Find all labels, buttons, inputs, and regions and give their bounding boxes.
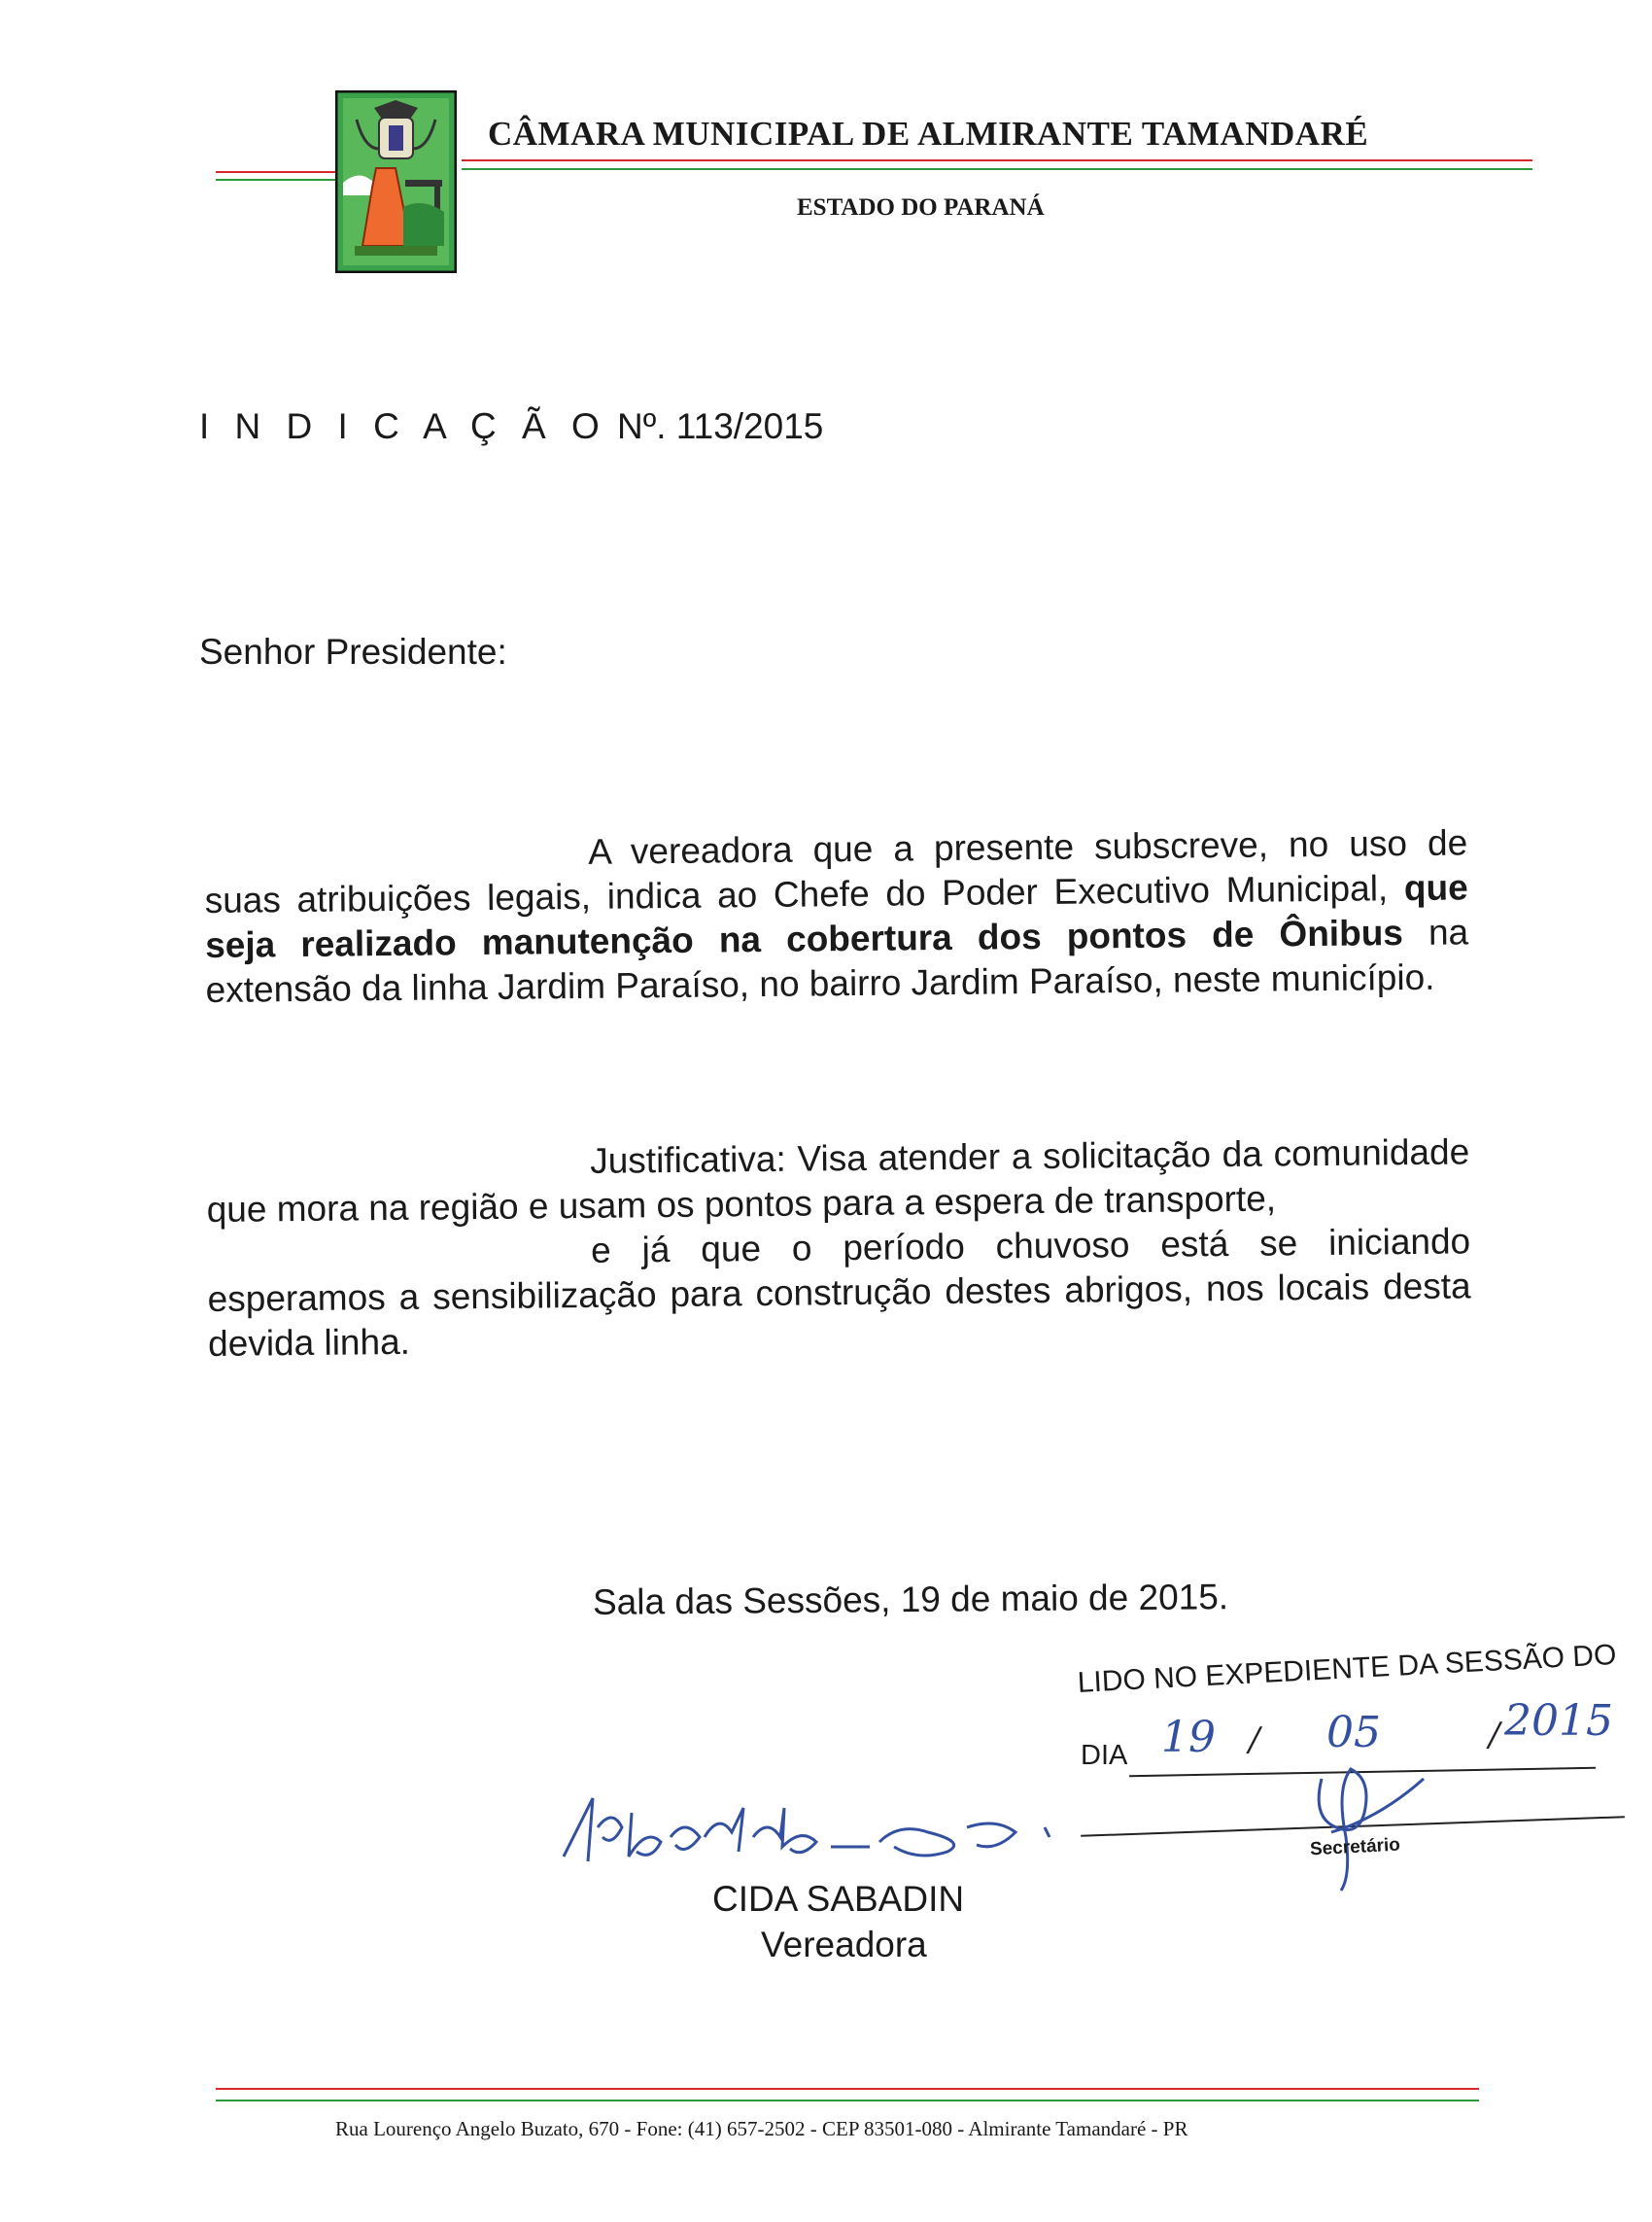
footer-green-rule xyxy=(216,2100,1479,2101)
footer-red-rule xyxy=(216,2088,1479,2090)
document-title xyxy=(199,406,823,447)
stamp-reading-line: LIDO NO EXPEDIENTE DA SESSÃO DO xyxy=(1077,1638,1618,1699)
title-word: I N D I C A Ç Ã O xyxy=(199,406,607,446)
salutation: Senhor Presidente: xyxy=(199,632,507,672)
body-paragraph-indication xyxy=(204,820,1469,1013)
p2-text-b: e já que o período chuvoso está se iniciando esperamos a sensibilização para construção destes abrigos, nos locais desta devida linha. xyxy=(207,1221,1471,1364)
stamp-secretary-label: Secretário xyxy=(1309,1834,1401,1860)
stamp-day-handwritten: 19 xyxy=(1161,1713,1216,1762)
title-number: Nº. 113/2015 xyxy=(617,406,824,446)
header-red-rule-right xyxy=(462,159,1532,161)
councilwoman-signature-scribble xyxy=(559,1769,1113,1876)
header-green-rule-left xyxy=(216,179,335,181)
footer-address: Rua Lourenço Angelo Buzato, 670 - Fone: (41) 657-2502 - CEP 83501-080 - Almirante Tamandaré - PR xyxy=(335,2117,1188,2140)
secretary-signature-scribble xyxy=(1292,1750,1428,1895)
p1-text-a: A vereadora que a presente subscreve, no uso de suas atribuições legais, indica ao Chefe do Poder Executivo Municipal, xyxy=(204,822,1468,920)
coat-of-arms-logo xyxy=(335,90,457,273)
state-subtitle: ESTADO DO PARANÁ xyxy=(797,194,1045,221)
signer-name: CIDA SABADIN xyxy=(712,1879,965,1919)
stamp-dia-label: DIA xyxy=(1081,1740,1128,1771)
p1-text-b: na extensão da linha Jardim Paraíso, no bairro Jardim Paraíso, neste município. xyxy=(205,912,1469,1010)
p1-text-bold: que seja realizado manutenção na cobertura dos pontos de Ônibus xyxy=(204,867,1468,965)
stamp-date-line xyxy=(1081,1740,1127,1772)
header-red-rule-left xyxy=(216,171,335,173)
institution-title: CÂMARA MUNICIPAL DE ALMIRANTE TAMANDARÉ xyxy=(488,115,1369,153)
body-paragraph-justification xyxy=(206,1129,1471,1367)
signer-role: Vereadora xyxy=(761,1925,927,1964)
header-green-rule-right xyxy=(462,168,1532,170)
place-and-date: Sala das Sessões, 19 de maio de 2015. xyxy=(592,1577,1229,1622)
stamp-month-handwritten: 05 xyxy=(1326,1708,1381,1757)
stamp-sep-1: / xyxy=(1249,1720,1260,1759)
stamp-year-handwritten: 2015 xyxy=(1504,1696,1613,1746)
stamp-sep-2: / xyxy=(1489,1716,1500,1754)
p2-text-a: Justificativa: Visa atender a solicitação da comunidade que mora na região e usam os pontos para a espera de transporte, xyxy=(206,1131,1470,1230)
